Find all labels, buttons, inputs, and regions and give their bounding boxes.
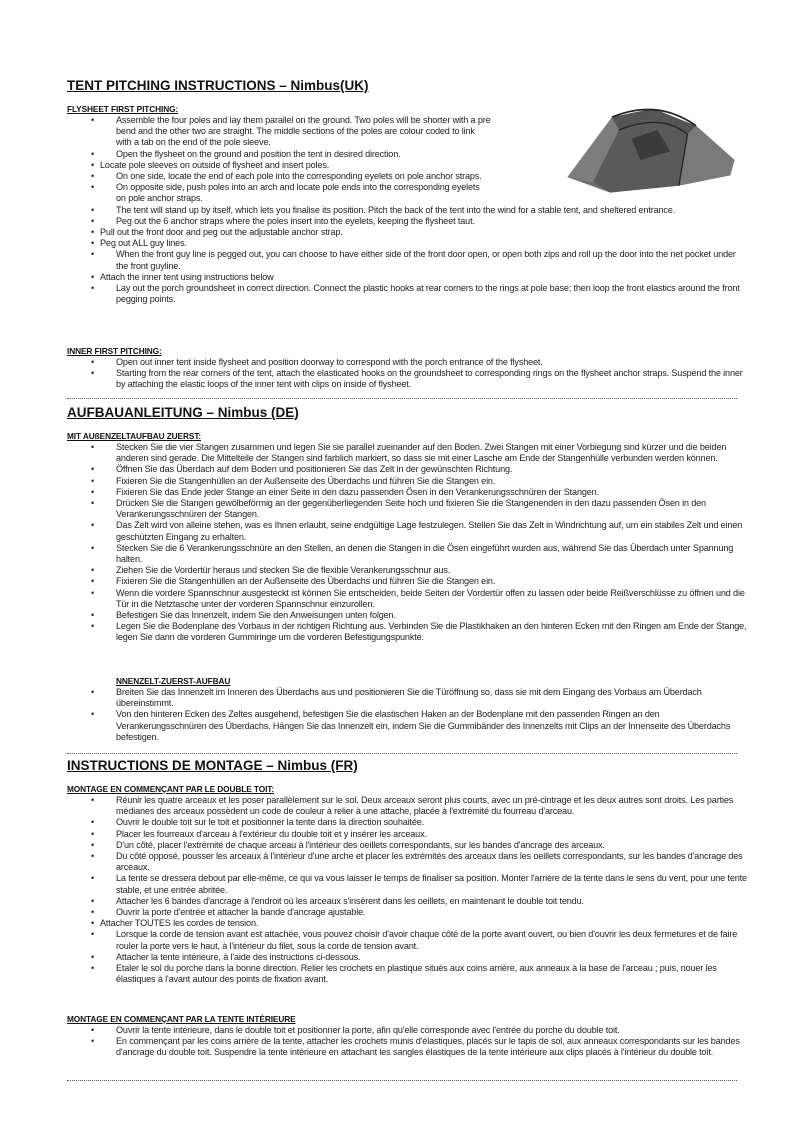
list-item (67, 115, 491, 149)
list-item-text: Fixieren Sie die Stangenhüllen an der Außenseite des Überdachs und führen Sie die Stangen ein. (116, 475, 496, 486)
list-item (67, 160, 475, 171)
section-heading: INNER FIRST PITCHING: (67, 346, 162, 356)
list-item (67, 851, 750, 873)
bullet-icon: • (91, 918, 95, 929)
section-heading: FLYSHEET FIRST PITCHING: (67, 104, 179, 114)
list-item-text: Etaler le sol du porche dans la bonne direction. Relier les crochets en plastique situés aux coins arrière, aux anneaux à la base de l'arceau ; puis, nouer les élastiques à l'avant autour des points de fixation avant. (116, 963, 717, 985)
list-item (67, 621, 750, 643)
bullet-icon: • (91, 271, 95, 282)
list-item-text: Réunir les quatre arceaux et les poser parallèlement sur le sol. Deux arceaux seront plus courts, avec un pré-cintrage et les deux autres sont droits. Les parties médianes des arceaux possèdent un code de couleur à relier à une attache, placée à l'extrémité du fourreau d'arceau. (116, 795, 734, 817)
list-item-text: Lay out the porch groundsheet in correct direction. Connect the plastic hooks at rear corners to the rings at pole base; then loop the front elastics around the front pegging points. (116, 283, 740, 305)
list-item (67, 929, 750, 951)
bullet-icon: • (91, 1036, 95, 1047)
list-item-text: Von den hinteren Ecken des Zeltes ausgehend, befestigen Sie die elastischen Haken an der Bodenplane mit den passenden Ringen an den Verankerungsschnüren des Überdachs. Hängen Sie das Innenzelt ein, indem Sie die Gummibänder des Innenzelts mit Clips an der Innenseite des Überdachs befestigen. (116, 709, 731, 742)
list-item-text: Attacher les 6 bandes d'ancrage à l'endroit où les arceaux s'insèrent dans les oeillets, en maintenant le double toit tendu. (116, 895, 584, 906)
bullet-icon: • (91, 486, 95, 497)
separator (67, 1080, 737, 1081)
list-item-text: Drücken Sie die Stangen gewölbeförmig an der gegenüberliegenden Seite hoch und fixieren Sie die Stangenenden in den dazu passenden Ösen in den Verankerungsschnüren der Stangen. (116, 498, 706, 520)
list-item-text: Starting from the rear corners of the tent, attach the elasticated hooks on the groundsheet to corresponding rings on the flysheet anchor straps. Suspend the inner by attaching the elastic loops of the inner tent with clips on inside of flysheet. (116, 368, 743, 390)
section-heading: MIT AUßENZELTAUFBAU ZUERST: (67, 431, 202, 441)
bullet-icon: • (91, 182, 95, 193)
list-item-text: Open the flysheet on the ground and position the tent in desired direction. (116, 148, 401, 159)
list-item-text: Attacher TOUTES les cordes de tension. (100, 918, 259, 929)
list-item (67, 918, 734, 929)
de-flysheet-first-section (67, 431, 757, 644)
bullet-icon: • (91, 795, 95, 805)
uk-inner-first-section (67, 346, 757, 391)
bullet-icon: • (91, 283, 95, 294)
list-item-text: Peg out ALL guy lines. (100, 238, 187, 249)
list-item (67, 476, 750, 487)
list-item-text: Pull out the front door and peg out the adjustable anchor strap. (100, 227, 343, 238)
bullet-icon: • (91, 621, 95, 632)
list-item-text: Attacher la tente intérieure, à l'aide des instructions ci-dessous. (116, 951, 361, 962)
list-item (67, 238, 734, 249)
list-item-text: Befestigen Sie das Innenzelt, indem Sie den Anweisungen unten folgen. (116, 610, 396, 621)
list-item (67, 171, 491, 182)
list-item-text: Open out inner tent inside flysheet and position doorway to correspond with the porch entrance of the flysheet. (116, 357, 543, 367)
list-item-text: Ouvrir la porte d'entrée et attacher la bande d'ancrage ajustable. (116, 907, 366, 918)
bullet-icon: • (91, 238, 95, 249)
list-item (67, 963, 750, 985)
list-item (67, 227, 734, 238)
list-item-text: Stecken Sie die vier Stangen zusammen und legen Sie sie parallel zueinander auf den Boden. Zwei Stangen mit einer Vorbiegung sind kürzer und die beiden anderen sind gerade. Die Mittelteile der Stangen sind farblich markiert, so dass sie mit einer Lasche am Ende der Stangenhülle verbunden werden können. (116, 442, 727, 464)
list-item-text: Attach the inner tent using instructions below (100, 271, 274, 282)
list-item-text: La tente se dressera debout par elle-même, ce qui va vous laisser le temps de finaliser sa position. Monter l'arrière de la tente dans le sens du vent, pour une tente stable, et une entrée abritée. (116, 873, 747, 895)
list-item-text: Ziehen Sie die Vordertür heraus und stecken Sie die flexible Verankerungsschnur aus. (116, 565, 451, 576)
bullet-icon: • (91, 542, 95, 553)
separator (67, 753, 737, 754)
list-item-text: Du côté opposé, pousser les arceaux à l'intérieur d'une arche et placer les extrémités des arceaux dans les oeillets correspondants, sur les bandes d'ancrage des arceaux. (116, 851, 743, 873)
list-item (67, 873, 750, 895)
list-item-text: The tent will stand up by itself, which lets you finalise its position. Pitch the back of the tent into the wind for a stable tent, and sheltered entrance. (116, 204, 676, 215)
uk-flysheet-first-section (67, 104, 757, 305)
bullet-icon: • (91, 357, 95, 367)
list-item (67, 817, 750, 828)
instruction-list (67, 687, 757, 743)
list-item (67, 149, 491, 160)
list-item-text: Legen Sie die Bodenplane des Vorbaus in der richtigen Richtung aus. Verbinden Sie die Plastikhaken an den hinteren Ecken mit den Ringen am Ende der Stange, legen Sie dann die vorderen Gummiringe um die vorderen Befestigungspunkte. (116, 621, 747, 643)
fr-inner-first-section (67, 1014, 757, 1059)
list-item-text: Peg out the 6 anchor straps where the poles insert into the eyelets, keeping the flysheet taut. (116, 215, 475, 226)
list-item (67, 1025, 750, 1036)
instruction-list (67, 442, 757, 644)
de-title: AUFBAUANLEITUNG – Nimbus (DE) (67, 405, 299, 420)
list-item (67, 576, 750, 587)
bullet-icon: • (91, 895, 95, 906)
list-item (67, 795, 750, 817)
list-item-text: Placer les fourreaux d'arceau à l'extérieur du double toit et y insérer les arceaux. (116, 828, 427, 839)
bullet-icon: • (91, 610, 95, 621)
bullet-icon: • (91, 873, 95, 884)
list-item (67, 182, 491, 204)
bullet-icon: • (91, 929, 95, 940)
bullet-icon: • (91, 817, 95, 828)
list-item (67, 588, 750, 610)
bullet-icon: • (91, 204, 95, 215)
list-item (67, 498, 750, 520)
list-item (67, 896, 750, 907)
instruction-list (67, 1025, 757, 1059)
bullet-icon: • (91, 368, 95, 379)
list-item (67, 687, 750, 709)
list-item (67, 357, 750, 368)
list-item (67, 368, 750, 390)
bullet-icon: • (91, 498, 95, 509)
bullet-icon: • (91, 839, 95, 850)
de-inner-first-section (67, 676, 757, 743)
bullet-icon: • (91, 951, 95, 962)
bullet-icon: • (91, 907, 95, 918)
list-item (67, 272, 734, 283)
list-item-text: Breiten Sie das Innenzelt im Inneren des Überdachs aus und positionieren Sie die Türöffnung so, dass sie mit dem Eingang des Vorbaus am Überdach übereinstimmt. (116, 687, 702, 709)
list-item-text: En commençant par les coins arrière de la tente, attacher les crochets munis d'élastiques, placés sur le tapis de sol, aux anneaux correspondants sur les bandes d'ancrage du double toit. Suspendre la tente intérieure en attachant les sangles élastiques de la tente intérieure aux clips placés à l'intérieur du double toit. (116, 1036, 740, 1058)
list-item (67, 1036, 750, 1058)
bullet-icon: • (91, 215, 95, 226)
list-item-text: Ouvrir la tente intérieure, dans le double toit et positionner la porte, afin qu'elle corresponde avec l'entrée du porche du double toit. (116, 1025, 620, 1035)
bullet-icon: • (91, 249, 95, 260)
list-item (67, 205, 750, 216)
bullet-icon: • (91, 115, 95, 125)
list-item (67, 487, 750, 498)
list-item-text: Fixieren Sie das Ende jeder Stange an einer Seite in den dazu passenden Ösen in den Verankerungsschnüren der Stangen. (116, 486, 599, 497)
bullet-icon: • (91, 709, 95, 720)
list-item (67, 907, 750, 918)
list-item (67, 216, 750, 227)
bullet-icon: • (91, 1025, 95, 1035)
list-item (67, 610, 750, 621)
list-item (67, 565, 750, 576)
list-item-text: On one side, locate the end of each pole into the corresponding eyelets on pole anchor straps. (116, 171, 482, 182)
list-item (67, 464, 750, 475)
bullet-icon: • (91, 442, 95, 452)
bullet-icon: • (91, 227, 95, 238)
list-item (67, 829, 750, 840)
list-item-text: Locate pole sleeves on outside of flysheet and insert poles. (100, 159, 330, 170)
list-item-text: Lorsque la corde de tension avant est attachée, vous pouvez choisir d'avoir chaque côté de la porte avant ouvert, ou bien d'ouvrir les deux fermetures et de faire rouler la porte vers le haut, à l'intérieur du filet, sous la corde de tension avant. (116, 929, 738, 951)
list-item-text: Das Zelt wird von alleine stehen, was es Ihnen erlaubt, seine endgültige Lage festzulegen. Stellen Sie das Zelt in Windrichtung auf, um ein stabiles Zelt und einen geschützten Eingang zu erhalten. (116, 520, 743, 542)
bullet-icon: • (91, 475, 95, 486)
fr-title: INSTRUCTIONS DE MONTAGE – Nimbus (FR) (67, 758, 358, 773)
list-item (67, 249, 750, 271)
bullet-icon: • (91, 963, 95, 974)
fr-flysheet-first-section (67, 784, 757, 985)
bullet-icon: • (91, 171, 95, 182)
bullet-icon: • (91, 687, 95, 697)
list-item-text: When the front guy line is pegged out, you can choose to have either side of the front door open, or open both zips and roll up the door into the net pocket under the front guyline. (116, 249, 736, 271)
bullet-icon: • (91, 159, 95, 170)
bullet-icon: • (91, 148, 95, 159)
list-item-text: On opposite side, push poles into an arch and locate pole ends into the corresponding eyelets on pole anchor straps. (116, 182, 480, 204)
separator (67, 398, 737, 399)
bullet-icon: • (91, 464, 95, 475)
list-item (67, 283, 750, 305)
list-item-text: Assemble the four poles and lay them parallel on the ground. Two poles will be shorter with a pre bend and the other two are straight. The middle sections of the poles are colour coded to link with a tab on the end of the pole sleeve. (116, 115, 491, 148)
list-item-text: Öffnen Sie das Überdach auf dem Boden und positionieren Sie das Zelt in der gewünschten Richtung. (116, 464, 513, 475)
section-heading: NNENZELT-ZUERST-AUFBAU (116, 676, 231, 686)
instruction-list (67, 795, 757, 985)
list-item (67, 840, 750, 851)
list-item-text: D'un côté, placer l'extrémité de chaque arceau à l'intérieur des oeillets correspondants, sur les bandes d'ancrage des arceaux. (116, 839, 605, 850)
bullet-icon: • (91, 520, 95, 531)
bullet-icon: • (91, 576, 95, 587)
section-heading: MONTAGE EN COMMENÇANT PAR LE DOUBLE TOIT: (67, 784, 275, 794)
list-item-text: Stecken Sie die 6 Verankerungsschnüre an den Stellen, an denen die Stangen in die Ösen eingeführt wurden aus, während Sie das Überdach unter Spannung halten. (116, 542, 734, 565)
list-item (67, 520, 750, 542)
bullet-icon: • (91, 587, 95, 598)
bullet-icon: • (91, 565, 95, 576)
section-heading: MONTAGE EN COMMENÇANT PAR LA TENTE INTÉRIEURE (67, 1014, 296, 1024)
list-item-text: Wenn die vordere Spannschnur ausgesteckt ist können Sie entscheiden, beide Seiten der Vordertür offen zu lassen oder beide Reißverschlüsse zu öffnen und die Tür in die Netztasche unter der vorderen Spannschnur einzurollen. (116, 587, 745, 609)
uk-title: TENT PITCHING INSTRUCTIONS – Nimbus(UK) (67, 78, 369, 93)
list-item (67, 442, 750, 464)
list-item-text: Fixieren Sie die Stangenhüllen an der Außenseite des Überdachs und führen Sie die Stangen ein. (116, 576, 496, 587)
instruction-list (67, 115, 757, 305)
list-item (67, 543, 750, 565)
list-item (67, 709, 750, 743)
instruction-list (67, 357, 757, 391)
list-item (67, 952, 750, 963)
list-item-text: Ouvrir le double toit sur le toit et positionner la tente dans la direction souhaitée. (116, 817, 425, 828)
bullet-icon: • (91, 828, 95, 839)
bullet-icon: • (91, 851, 95, 862)
